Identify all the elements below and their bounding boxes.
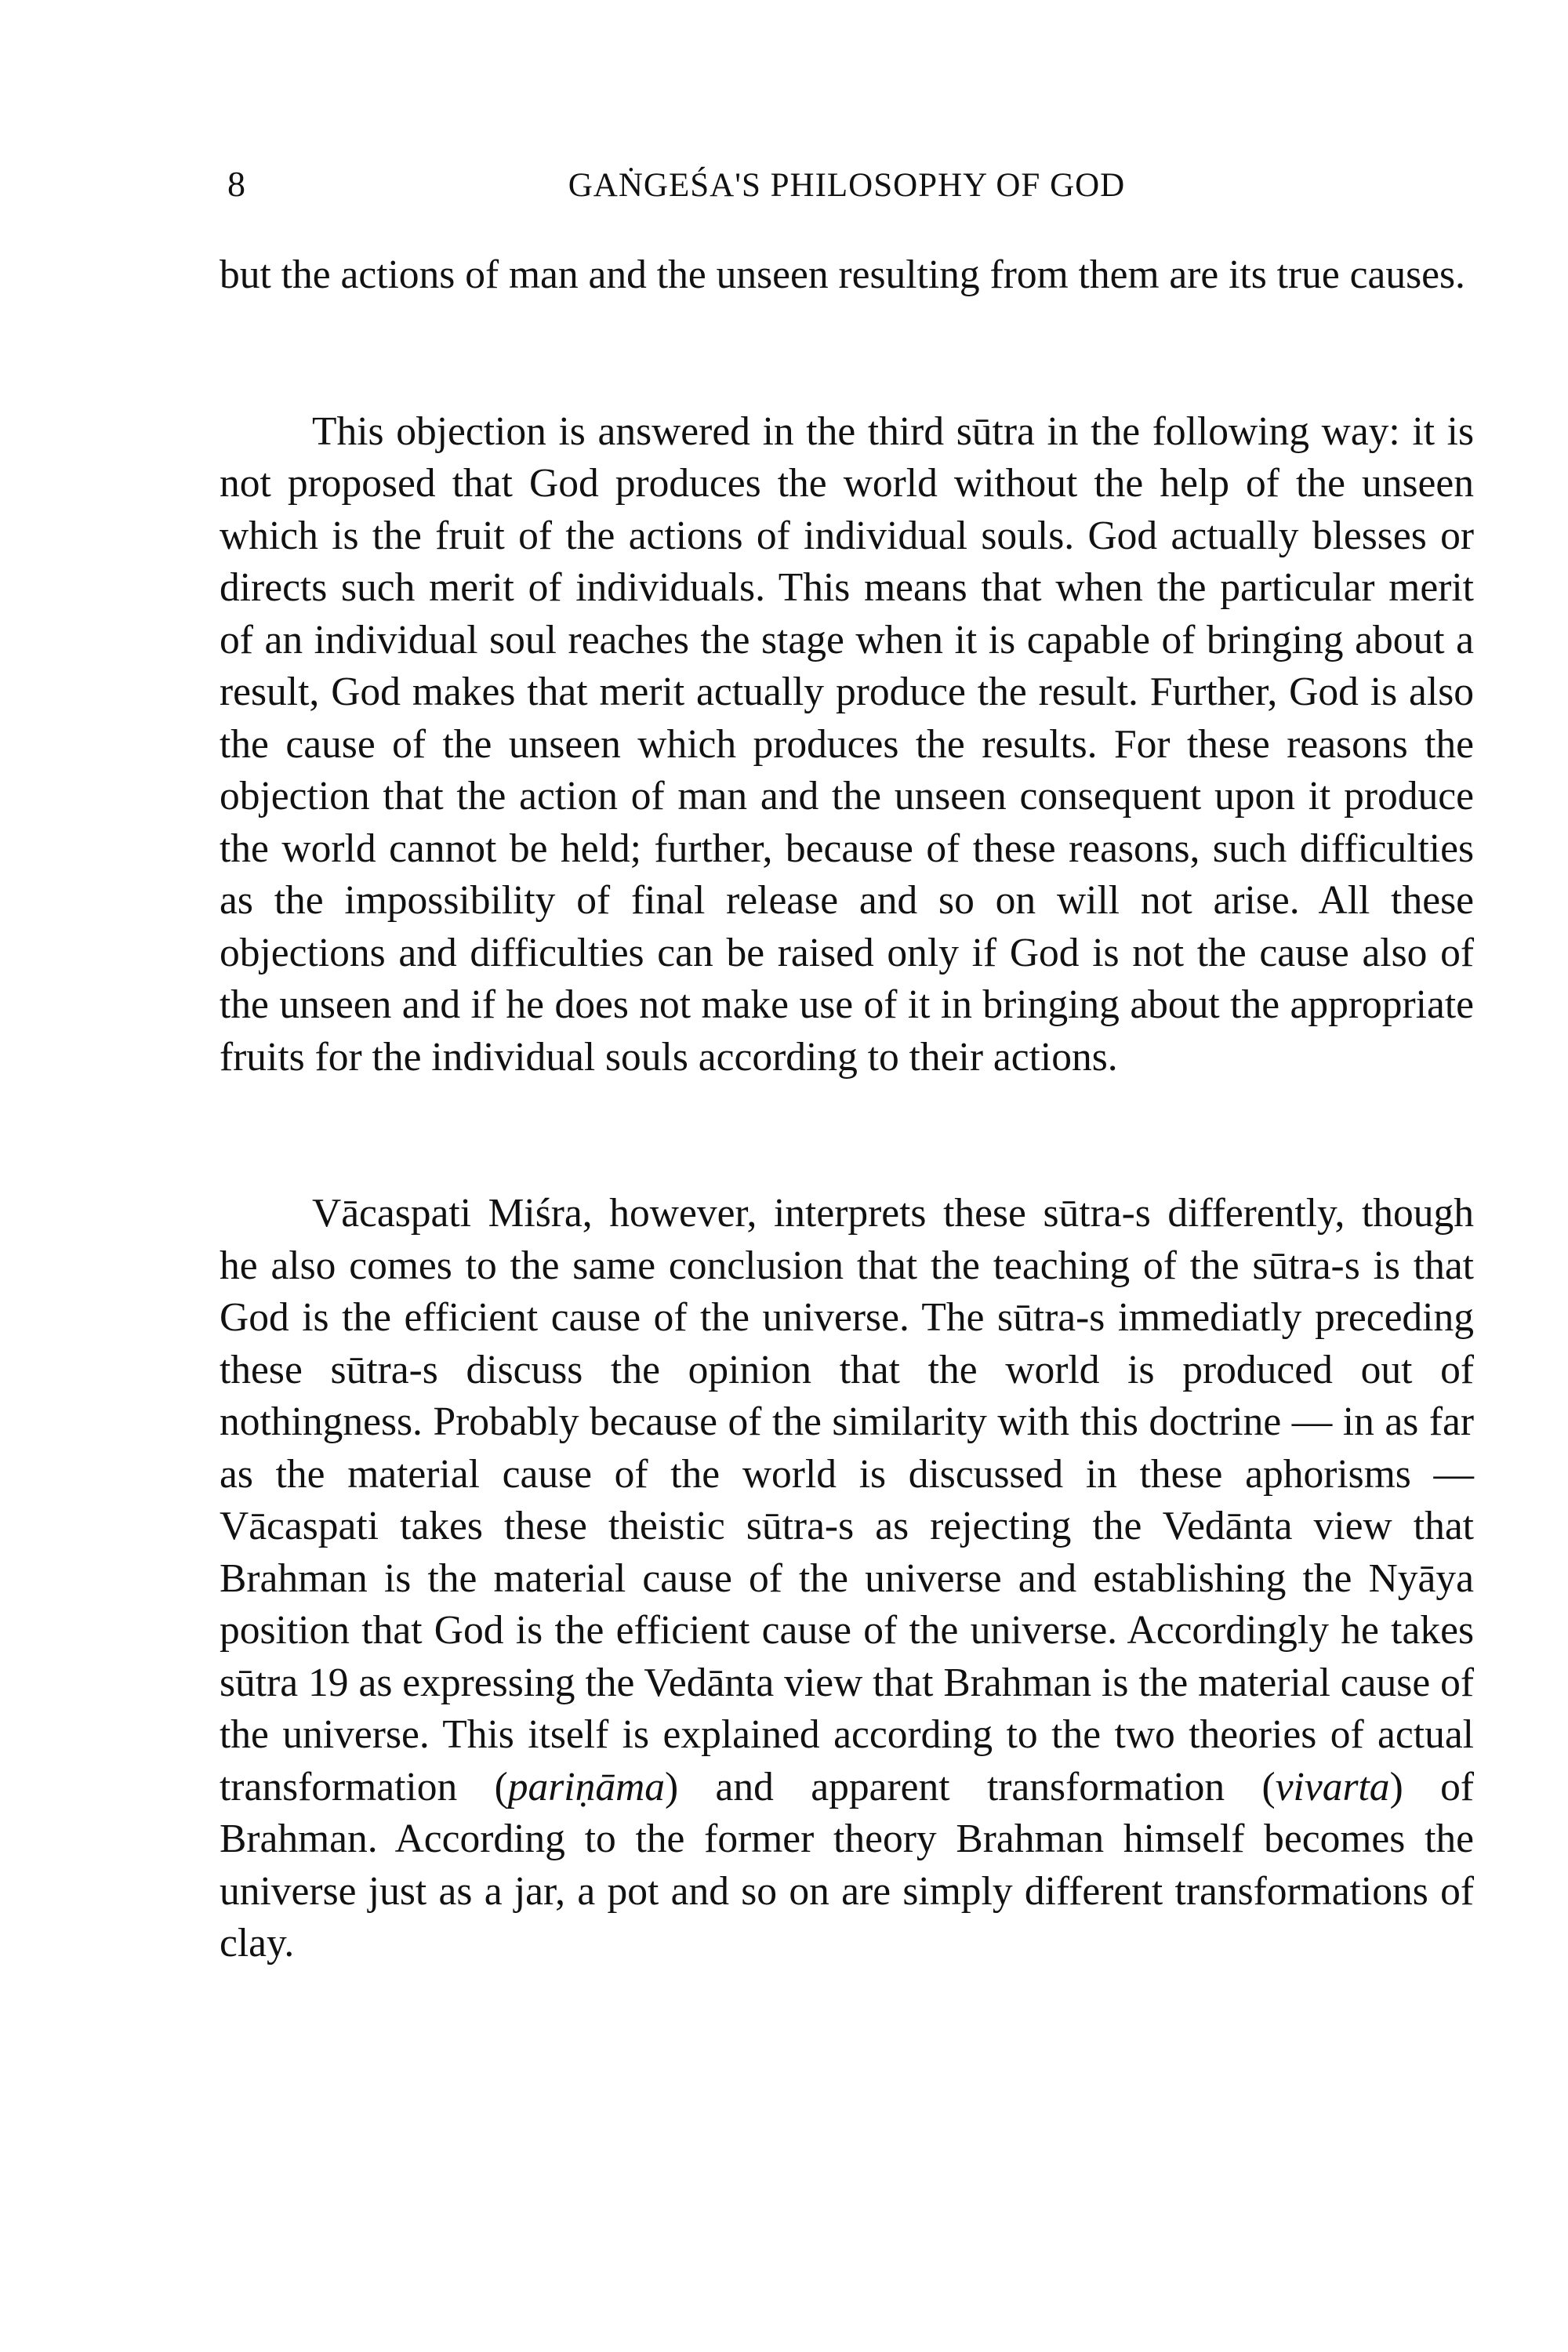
paragraph-text: ) of Brahman. According to the former theory Brahman himself becomes the universe just as a jar, a pot and so on are simply different transformations of clay. bbox=[220, 1764, 1474, 1965]
page-number: 8 bbox=[227, 164, 245, 204]
sanskrit-term: pariṇāma bbox=[507, 1764, 666, 1809]
running-head bbox=[220, 161, 1474, 208]
paragraph-objection-answer: This objection is answered in the third sūtra in the following way: it is not proposed that God produces the world without the help of the unseen which is the fruit of the actions of individual souls. God actually blesses or directs such merit of individuals. This means that when the particular merit of an individual soul reaches the stage when it is capable of bringing about a result, God makes that merit actually produce the result. Further, God is also the cause of the unseen which produces the results. For these reasons the objection that the action of man and the unseen consequent upon it produce the world cannot be held; further, because of these reasons, such difficulties as the impossibility of final release and so on will not arise. All these objections and difficulties can be raised only if God is not the cause also of the unseen and if he does not make use of it in bringing about the appropriate fruits for the individual souls according to their actions. bbox=[220, 408, 1474, 1080]
paragraph-text: ) and apparent transformation ( bbox=[665, 1764, 1276, 1809]
paragraph-text: Vācaspati Miśra, however, interprets these sūtra-s differently, though he also comes to the same conclusion that the teaching of the sūtra-s is that God is the efficient cause of the universe. The sūtra-s immediatly preceding these sūtra-s discuss the opinion that the world is produced out of nothingness. Probably because of the similarity with this doctrine — in as far as the material cause of the world is discussed in these aphorisms — Vācaspati takes these theistic sūtra-s as rejecting the Vedānta view that Brahman is the material cause of the universe and establishing the Nyāya position that God is the efficient cause of the universe. Accordingly he takes sūtra 19 as expressing the Vedānta view that Brahman is the material cause of the universe. This itself is explained according to the two theories of actual transformation ( bbox=[220, 1191, 1474, 1809]
book-title: GAṄGEŚA'S PHILOSOPHY OF GOD bbox=[568, 167, 1126, 204]
page-body bbox=[220, 249, 1474, 1970]
paragraph-vacaspati bbox=[220, 1188, 1474, 1970]
sanskrit-term: vivarta bbox=[1275, 1764, 1390, 1809]
paragraph-continuation: but the actions of man and the unseen resulting from them are its true causes. bbox=[220, 252, 1465, 297]
